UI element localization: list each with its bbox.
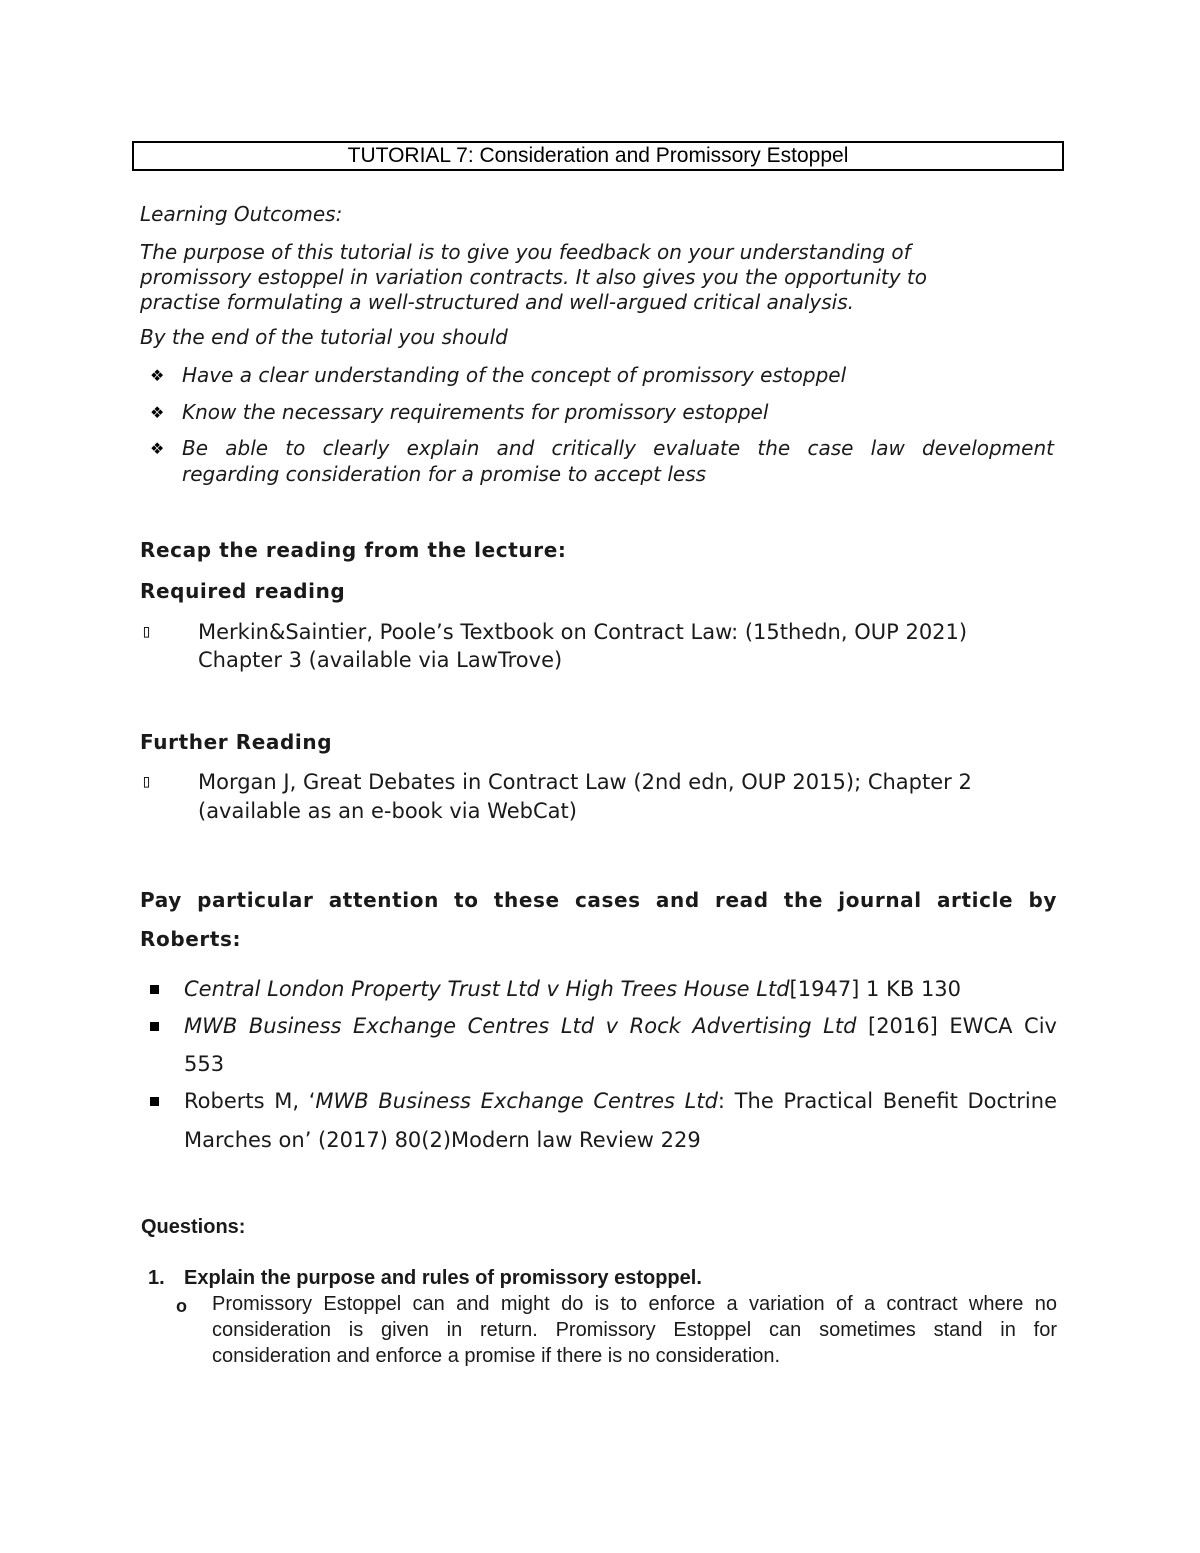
outcomes-intro: By the end of the tutorial you should	[140, 325, 508, 349]
article-title-rest: : The Practical Benefit Doctrine	[717, 1089, 1057, 1113]
circle-bullet-icon: o	[176, 1296, 187, 1316]
further-reading-line: Morgan J, Great Debates in Contract Law (2nd edn, OUP 2015); Chapter 2	[198, 770, 972, 794]
case-citation: [1947] 1 KB 130	[789, 977, 962, 1001]
outcome-item: Know the necessary requirements for promissory estoppel	[182, 400, 769, 424]
purpose-line: practise formulating a well-structured and well-argued critical analysis.	[140, 290, 854, 314]
case-item	[184, 1012, 1057, 1040]
attention-line: Pay particular attention to these cases and read the journal article by	[140, 888, 1057, 912]
case-citation: [2016] EWCA Civ	[856, 1014, 1057, 1038]
diamond-bullet-icon: ❖	[150, 366, 165, 385]
case-name: Central London Property Trust Ltd v High Trees House Ltd	[184, 977, 790, 1001]
diamond-bullet-icon: ❖	[150, 439, 165, 458]
box-bullet-icon: ▯	[141, 771, 152, 792]
further-reading-heading: Further Reading	[140, 730, 333, 754]
purpose-line: promissory estoppel in variation contracts. It also gives you the opportunity to	[140, 265, 928, 289]
question-number: 1.	[148, 1267, 165, 1289]
case-name: MWB Business Exchange Centres Ltd v Rock Advertising Ltd	[184, 1014, 857, 1038]
attention-line: Roberts:	[140, 927, 242, 951]
square-bullet-icon	[150, 1022, 159, 1031]
article-title-italic: MWB Business Exchange Centres Ltd	[315, 1089, 718, 1113]
square-bullet-icon	[150, 985, 159, 994]
tutorial-title: TUTORIAL 7: Consideration and Promissory Estoppel	[132, 141, 1064, 171]
answer-line: Promissory Estoppel can and might do is to enforce a variation of a contract where no	[212, 1293, 1057, 1315]
required-reading-heading: Required reading	[140, 579, 346, 603]
box-bullet-icon: ▯	[141, 621, 152, 642]
answer-paragraph	[212, 1291, 1057, 1369]
required-reading-line: Chapter 3 (available via LawTrove)	[198, 648, 563, 672]
square-bullet-icon	[150, 1097, 159, 1106]
recap-heading: Recap the reading from the lecture:	[140, 538, 567, 562]
article-item-continued: Marches on’ (2017) 80(2)Modern law Review 229	[184, 1128, 701, 1152]
learning-outcomes-heading: Learning Outcomes:	[140, 202, 343, 226]
required-reading-line: Merkin&Saintier, Poole’s Textbook on Contract Law: (15thedn, OUP 2021)	[198, 620, 968, 644]
further-reading-line: (available as an e-book via WebCat)	[198, 799, 577, 823]
purpose-paragraph	[140, 240, 1060, 315]
purpose-line: The purpose of this tutorial is to give you feedback on your understanding of	[140, 240, 911, 264]
answer-line: consideration and enforce a promise if there is no consideration.	[212, 1345, 781, 1367]
answer-line: consideration is given in return. Promissory Estoppel can sometimes stand in for	[212, 1319, 1057, 1341]
article-item	[184, 1087, 1057, 1115]
outcome-item-continued: regarding consideration for a promise to accept less	[182, 462, 707, 486]
diamond-bullet-icon: ❖	[150, 403, 165, 422]
outcome-item: Have a clear understanding of the concept of promissory estoppel	[182, 363, 847, 387]
outcome-item: Be able to clearly explain and critically evaluate the case law development	[182, 436, 1054, 460]
questions-heading: Questions:	[141, 1216, 246, 1238]
question-text: Explain the purpose and rules of promissory estoppel.	[184, 1267, 702, 1289]
case-item	[184, 975, 961, 1003]
article-author: Roberts M, ‘	[184, 1089, 316, 1113]
case-item-continued: 553	[184, 1052, 225, 1076]
